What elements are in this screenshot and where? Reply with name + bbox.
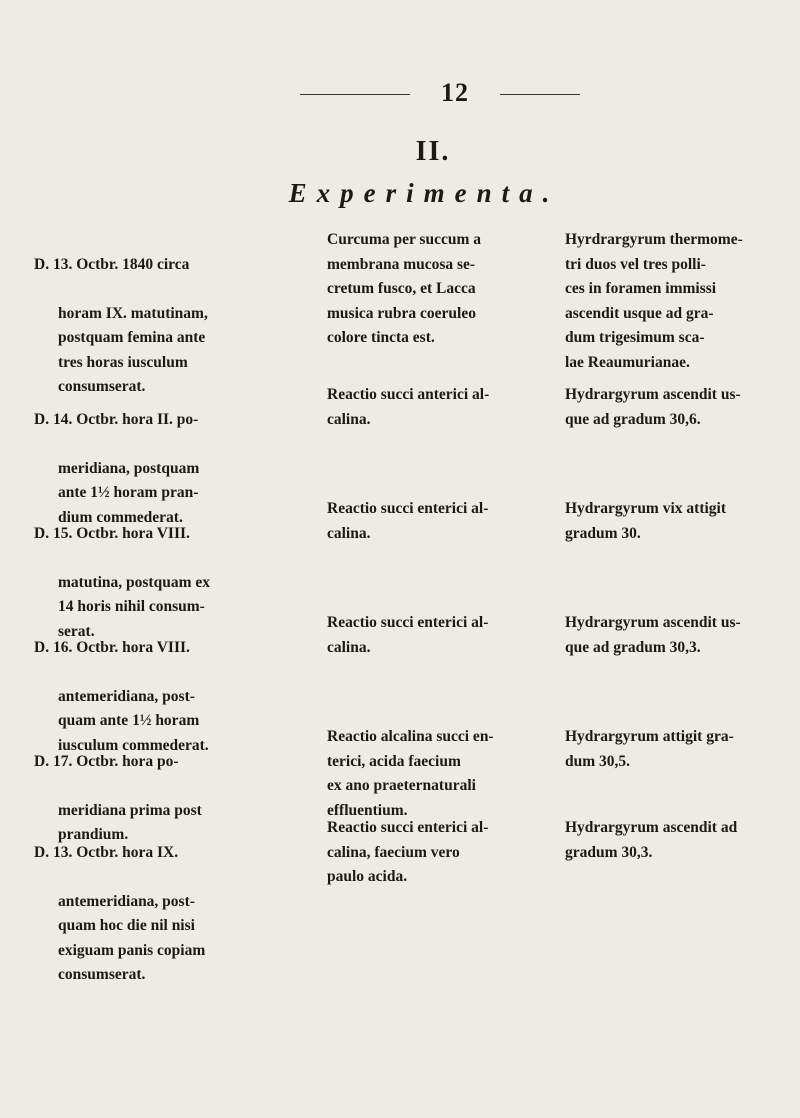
entry-date-description: antemeridiana, post- quam hoc die nil nisi exiguam panis copiam consumserat. [58,892,206,983]
entry-hydrargyrum: Hyrdrargyrum thermome- tri duos vel tres polli- ces in foramen immissi ascendit usque ad gra- dum trigesimum sca- lae Reaumurianae. [565,231,743,371]
entry-date-first-line: D. 14. Octbr. hora II. po- [34,410,199,428]
section-number: II. [415,136,451,167]
header-rule-left [300,94,410,95]
entry-reaction: Curcuma per succum a membrana mucosa se- cretum fusco, et Lacca musica rubra coeruleo colore tincta est. [327,231,481,346]
entry-date-description: meridiana prima post prandium. [58,801,202,843]
entry-hydrargyrum: Hydrargyrum ascendit us- que ad gradum 30,3. [565,614,741,656]
entry-hydrargyrum: Hydrargyrum ascendit us- que ad gradum 30,6. [565,386,741,428]
entry-date-first-line: D. 16. Octbr. hora VIII. [34,638,190,656]
entry-date-description: matutina, postquam ex 14 horis nihil consum- serat. [58,573,211,640]
entry-hydrargyrum: Hydrargyrum ascendit ad gradum 30,3. [565,819,738,861]
entry-hydrargyrum: Hydrargyrum attigit gra- dum 30,5. [565,728,734,770]
section-title: Experimenta. [288,178,560,208]
entry-reaction: Reactio succi enterici al- calina. [327,500,489,542]
page-header [0,78,800,108]
entry-reaction: Reactio succi anterici al- calina. [327,386,490,428]
entry-hydrargyrum: Hydrargyrum vix attigit gradum 30. [565,500,727,542]
entry-reaction: Reactio succi enterici al- calina, faecium vero paulo acida. [327,819,489,885]
header-rule-right [500,94,580,95]
entry-reaction: Reactio succi enterici al- calina. [327,614,489,656]
entry-date-first-line: D. 13. Octbr. 1840 circa [34,255,190,273]
entry-date [34,816,314,1012]
page-number: 12 [441,78,469,107]
entry-date-description: horam IX. matutinam, postquam femina ante tres horas iusculum consumserat. [58,304,208,395]
entry-date-first-line: D. 13. Octbr. hora IX. [34,843,179,861]
entry-date-description: meridiana, postquam ante 1½ horam pran- dium commederat. [58,459,200,526]
entry-date-first-line: D. 15. Octbr. hora VIII. [34,524,190,542]
entry-date-first-line: D. 17. Octbr. hora po- [34,752,179,770]
entry-reaction: Reactio alcalina succi en- terici, acida faecium ex ano praeternaturali effluentium. [327,728,494,819]
entry-date-description: antemeridiana, post- quam ante 1½ horam iusculum commederat. [58,687,209,754]
